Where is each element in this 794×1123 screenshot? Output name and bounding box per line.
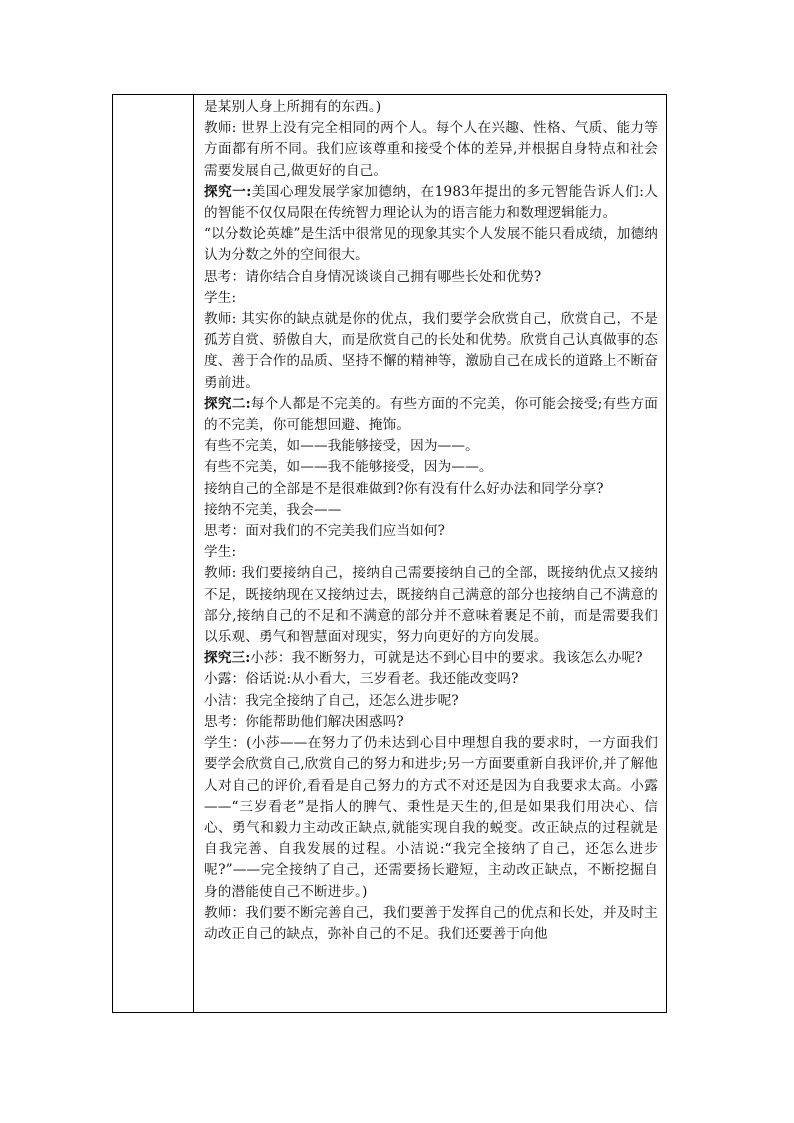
paragraph-explore-one: 探究一:美国心理发展学家加德纳，在1983年提出的多元智能告诉人们:人的智能不仅仅局限在传统智力理论认为的语言能力和数理逻辑能力。	[204, 183, 658, 222]
paragraph-teacher-appreciate: 教师: 其实你的缺点就是你的优点，我们要学会欣赏自己，欣赏自己，不是孤芳自赏、骄傲自大，而是欣赏自己的长处和优势。欣赏自己认真做事的态度、善于合作的品质、坚持不懈的精神等，激励自己在成长的道路上不断奋勇前进。	[204, 311, 658, 391]
explore-three-label: 探究三:	[204, 650, 251, 667]
paragraph-share-methods: 接纳自己的全部是不是很难做到?你有没有什么好办法和同学分享?	[204, 480, 604, 497]
lesson-plan-table	[112, 94, 667, 1013]
table-left-cell	[113, 95, 194, 1012]
paragraph-student-answer: 学生：(小莎——在努力了仍未达到心目中理想自我的要求时，一方面我们要学会欣赏自己,欣赏自己的努力和进步;另一方面要重新自我评价,并了解他人对自己的评价,看看是自己努力的方式不对还是因为自我要求太高。小露——“三岁看老”是指人的脾气、秉性是天生的,但是如果我们用决心、信心、勇气和毅力主动改正缺点,就能实现自我的蜕变。改正缺点的过程就是自我完善、自我发展的过程。小洁说:“我完全接纳了自己，还怎么进步呢?”——完全接纳了自己，还需要扬长避短，主动改正缺点，不断挖掘自身的潜能使自己不断进步。)	[204, 735, 658, 900]
paragraph-score-hero: “以分数论英雄”是生活中很常见的现象其实个人发展不能只看成绩，加德纳认为分数之外的空间很大。	[204, 226, 658, 264]
paragraph-think-help: 思考：你能帮助他们解决困惑吗?	[204, 713, 404, 730]
paragraph-accept-imperfection: 有些不完美，如——我能够接受，因为——。	[204, 438, 479, 455]
table-content-cell	[194, 95, 666, 1012]
paragraph-teacher-improve: 教师：我们要不断完善自己，我们要善于发挥自己的优点和长处，并及时主动改正自己的缺点，弥补自己的不足。我们还要善于向他	[204, 904, 658, 942]
paragraph-explore-three: 探究三:小莎：我不断努力，可就是达不到心目中的要求。我该怎么办呢?	[204, 650, 643, 667]
paragraph-continuation: 是某别人身上所拥有的东西。)	[204, 99, 382, 115]
paragraph-teacher-differences: 教师: 世界上没有完全相同的两个人。每个人在兴趣、性格、气质、能力等方面都有所不同。我们应该尊重和接受个体的差异,并根据自身特点和社会需要发展自己,做更好的自己。	[204, 120, 658, 179]
paragraph-xiaolu: 小露：俗话说:从小看大，三岁看老。我还能改变吗?	[204, 671, 519, 688]
paragraph-explore-two: 探究二:每个人都是不完美的。有些方面的不完美，你可能会接受;有些方面的不完美，你可能想回避、掩饰。	[204, 395, 658, 434]
paragraph-student-2: 学生:	[204, 544, 237, 561]
paragraph-student-1: 学生:	[204, 289, 237, 306]
paragraph-accept-will: 接纳不完美，我会——	[204, 501, 342, 518]
paragraph-think-face: 思考：面对我们的不完美我们应当如何?	[204, 523, 446, 540]
explore-one-label: 探究一:	[204, 183, 252, 200]
paragraph-xiaojie: 小洁：我完全接纳了自己，还怎么进步呢?	[204, 692, 459, 709]
paragraph-reject-imperfection: 有些不完美，如——我不能够接受，因为——。	[204, 459, 493, 476]
paragraph-teacher-accept: 教师: 我们要接纳自己，接纳自己需要接纳自己的全部，既接纳优点又接纳不足，既接纳现在又接纳过去，既接纳自己满意的部分也接纳自己不满意的部分,接纳自己的不足和不满意的部分并不意味着裹足不前，而是需要我们以乐观、勇气和智慧面对现实，努力向更好的方向发展。	[204, 565, 658, 646]
explore-two-label: 探究二:	[204, 395, 251, 412]
paragraph-think-strengths: 思考：请你结合自身情况谈谈自己拥有哪些长处和优势?	[204, 268, 542, 285]
